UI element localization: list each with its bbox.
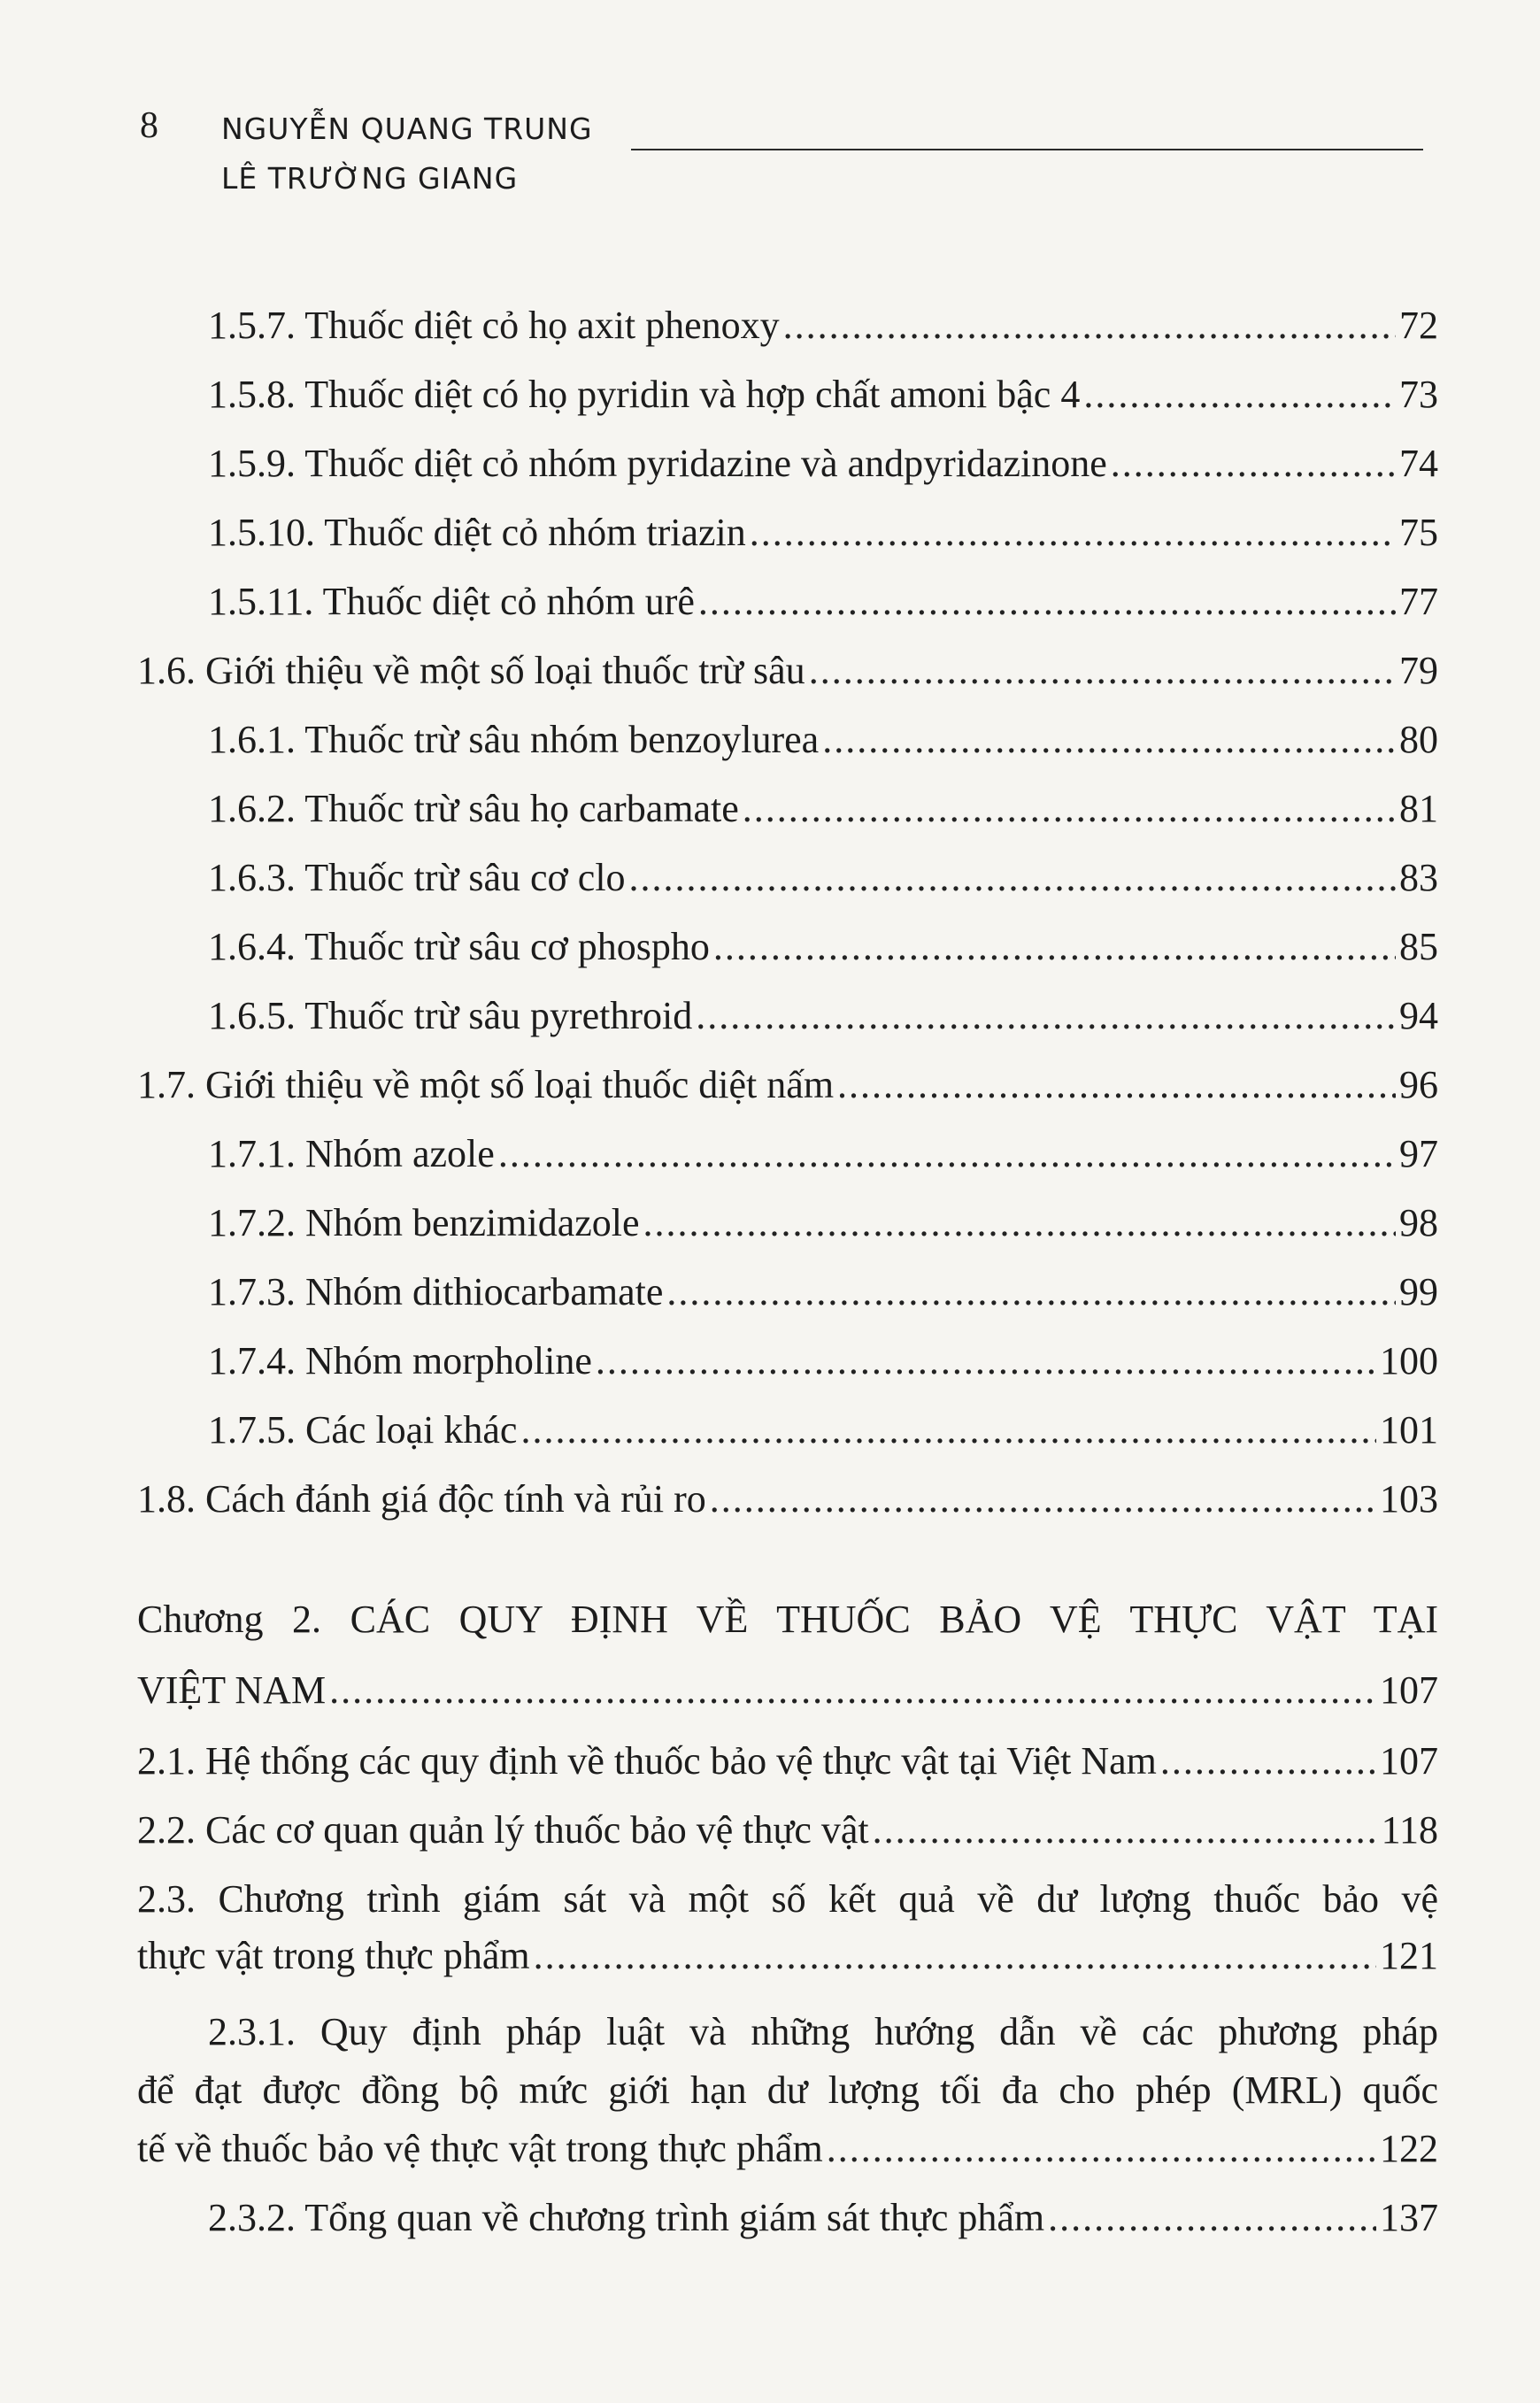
toc-entry-title: 1.6. Giới thiệu về một số loại thuốc trừ sâu <box>137 649 805 692</box>
leader-dots <box>329 1666 1376 1715</box>
leader-dots <box>534 1931 1376 1981</box>
leader-dots <box>837 1060 1396 1110</box>
toc-entry-title: thực vật trong thực phẩm <box>137 1934 530 1977</box>
toc-entry-page: 72 <box>1399 304 1438 347</box>
leader-dots <box>666 1267 1396 1317</box>
leader-dots <box>498 1129 1396 1179</box>
toc-entry-page: 101 <box>1380 1408 1438 1452</box>
toc-entry <box>208 853 1438 903</box>
toc-entry <box>208 577 1438 627</box>
toc-entry-line: 2.3.1. Quy định pháp luật và những hướng dẫn về các phương pháp <box>208 2010 1438 2053</box>
leader-dots <box>809 646 1396 696</box>
leader-dots <box>696 991 1396 1041</box>
toc-entry-title: 2.1. Hệ thống các quy định về thuốc bảo vệ thực vật tại Việt Nam <box>137 1739 1157 1783</box>
leader-dots <box>596 1336 1376 1386</box>
toc-entry-page: 100 <box>1380 1339 1438 1382</box>
leader-dots <box>520 1406 1376 1455</box>
toc-entry-title: VIỆT NAM <box>137 1668 327 1712</box>
toc-entry-line: 2.3. Chương trình giám sát và một số kết quả về dư lượng thuốc bảo vệ <box>137 1877 1438 1921</box>
toc-entry-page: 121 <box>1380 1934 1438 1977</box>
toc-entry <box>137 1931 1438 1981</box>
toc-entry-page: 75 <box>1399 511 1438 554</box>
leader-dots <box>698 577 1396 627</box>
leader-dots <box>750 508 1396 558</box>
toc-entry <box>137 646 1438 696</box>
toc-entry-page: 85 <box>1399 925 1438 968</box>
toc-entry-title: 1.6.5. Thuốc trừ sâu pyrethroid <box>208 994 693 1037</box>
toc-entry-page: 122 <box>1380 2127 1438 2170</box>
toc-entry-page: 74 <box>1399 442 1438 485</box>
toc-entry-page: 96 <box>1399 1063 1438 1106</box>
toc-entry-page: 77 <box>1399 580 1438 623</box>
toc-entry-title: 1.5.9. Thuốc diệt cỏ nhóm pyridazine và andpyridazinone <box>208 442 1107 485</box>
toc-entry-title: 1.7.3. Nhóm dithiocarbamate <box>208 1270 664 1313</box>
toc-entry <box>208 1129 1438 1179</box>
toc-entry-title: tế về thuốc bảo vệ thực vật trong thực phẩm <box>137 2127 823 2170</box>
toc-entry-title: 1.8. Cách đánh giá độc tính và rủi ro <box>137 1477 706 1521</box>
leader-dots <box>713 922 1396 972</box>
toc-entry-page: 97 <box>1399 1132 1438 1175</box>
author-name-1: NGUYỄN QUANG TRUNG <box>221 112 593 146</box>
leader-dots <box>743 784 1396 834</box>
toc-entry-title: 1.5.10. Thuốc diệt cỏ nhóm triazin <box>208 511 746 554</box>
toc-entry <box>208 715 1438 765</box>
toc-entry <box>208 301 1438 350</box>
toc-entry-title: 1.6.2. Thuốc trừ sâu họ carbamate <box>208 787 739 830</box>
chapter-2-heading: Chương 2. CÁC QUY ĐỊNH VỀ THUỐC BẢO VỆ THỰC VẬT TẠI <box>137 1598 1438 1641</box>
toc-entry-title: 2.2. Các cơ quan quản lý thuốc bảo vệ thực vật <box>137 1808 869 1852</box>
leader-dots <box>873 1806 1378 1855</box>
toc-entry <box>137 1737 1438 1786</box>
toc-entry <box>137 1060 1438 1110</box>
leader-dots <box>629 853 1396 903</box>
toc-entry <box>208 922 1438 972</box>
toc-entry-page: 80 <box>1399 718 1438 761</box>
toc-entry <box>208 439 1438 489</box>
toc-entry-line: để đạt được đồng bộ mức giới hạn dư lượng tối đa cho phép (MRL) quốc <box>137 2068 1438 2112</box>
toc-entry-title: 1.7.1. Nhóm azole <box>208 1132 495 1175</box>
toc-entry-title: 1.5.7. Thuốc diệt cỏ họ axit phenoxy <box>208 304 780 347</box>
toc-entry <box>208 370 1438 420</box>
toc-entry <box>137 1806 1438 1855</box>
leader-dots <box>822 715 1396 765</box>
toc-entry-title: 1.6.3. Thuốc trừ sâu cơ clo <box>208 856 626 899</box>
toc-entry-title: 1.5.8. Thuốc diệt có họ pyridin và hợp chất amoni bậc 4 <box>208 373 1081 416</box>
toc-entry <box>208 784 1438 834</box>
leader-dots <box>1048 2193 1376 2243</box>
toc-entry-page: 107 <box>1380 1739 1438 1783</box>
toc-entry-page: 81 <box>1399 787 1438 830</box>
toc-entry-page: 118 <box>1381 1808 1438 1852</box>
toc-entry <box>208 1198 1438 1248</box>
leader-dots <box>643 1198 1396 1248</box>
toc-entry-page: 83 <box>1399 856 1438 899</box>
leader-dots <box>783 301 1396 350</box>
toc-entry <box>208 1267 1438 1317</box>
toc-entry <box>137 2124 1438 2174</box>
toc-entry-title: 1.7.5. Các loại khác <box>208 1408 518 1452</box>
author-name-2: LÊ TRƯỜNG GIANG <box>221 161 519 196</box>
toc-entry-page: 137 <box>1380 2196 1438 2239</box>
toc-entry-title: 1.7.4. Nhóm morpholine <box>208 1339 592 1382</box>
toc-entry-title: 1.6.4. Thuốc trừ sâu cơ phospho <box>208 925 710 968</box>
toc-entry <box>208 508 1438 558</box>
toc-entry <box>137 1475 1438 1524</box>
toc-entry-page: 94 <box>1399 994 1438 1037</box>
toc-entry-page: 79 <box>1399 649 1438 692</box>
toc-entry-title: 1.6.1. Thuốc trừ sâu nhóm benzoylurea <box>208 718 820 761</box>
leader-dots <box>1083 370 1396 420</box>
toc-entry-page: 73 <box>1399 373 1438 416</box>
toc-entry <box>208 1336 1438 1386</box>
toc-entry-title: 1.7. Giới thiệu về một số loại thuốc diệt nấm <box>137 1063 835 1106</box>
toc-entry <box>208 2193 1438 2243</box>
toc-entry-title: 1.5.11. Thuốc diệt cỏ nhóm urê <box>208 580 695 623</box>
page-number: 8 <box>140 105 158 146</box>
toc-entry-title: 2.3.2. Tổng quan về chương trình giám sát thực phẩm <box>208 2196 1045 2239</box>
toc-entry-page: 99 <box>1399 1270 1438 1313</box>
toc-entry-page: 107 <box>1380 1668 1438 1712</box>
leader-dots <box>1160 1737 1376 1786</box>
toc-entry <box>208 991 1438 1041</box>
toc-entry <box>208 1406 1438 1455</box>
toc-entry <box>137 1666 1438 1715</box>
leader-dots <box>710 1475 1376 1524</box>
leader-dots <box>1111 439 1396 489</box>
toc-entry-page: 98 <box>1399 1201 1438 1244</box>
leader-dots <box>827 2124 1376 2174</box>
toc-entry-page: 103 <box>1380 1477 1438 1521</box>
toc-entry-title: 1.7.2. Nhóm benzimidazole <box>208 1201 640 1244</box>
